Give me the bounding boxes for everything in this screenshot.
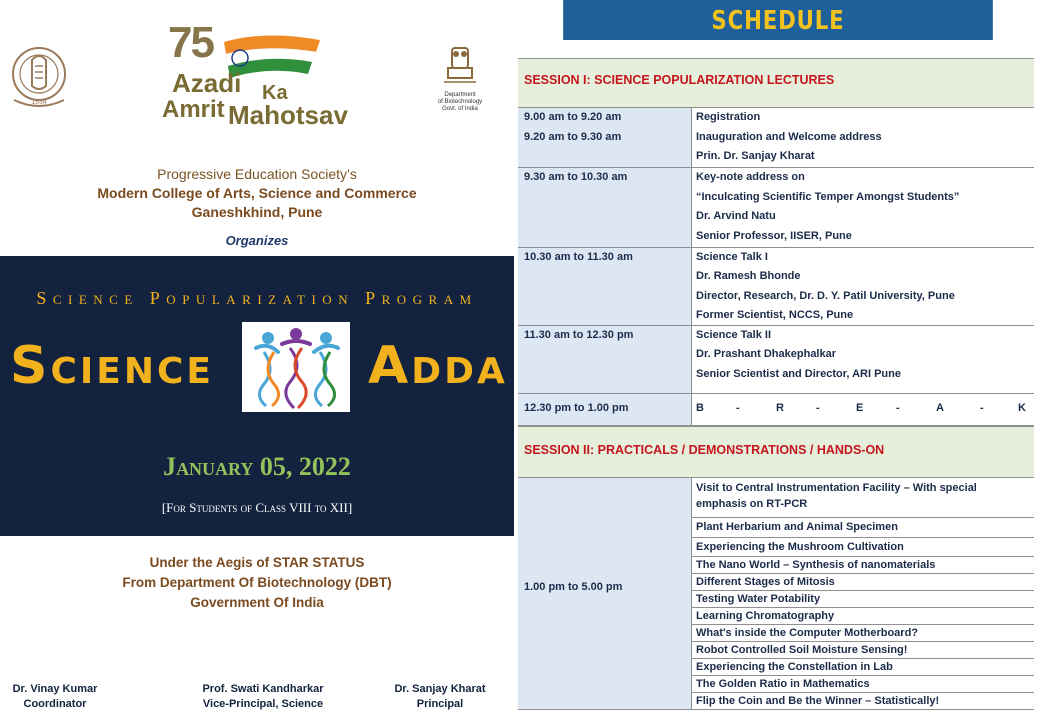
logo-azadi: Azadi: [172, 68, 242, 98]
break-letter: -: [816, 402, 820, 414]
break-letter: E: [856, 402, 864, 414]
description-text: “Inculcating Scientific Temper Amongst Students”: [696, 191, 960, 203]
time-text: 10.30 am to 11.30 am: [524, 251, 633, 263]
time-cell: [518, 394, 692, 425]
time-cell: [518, 168, 692, 247]
practical-text: Robot Controlled Soil Moisture Sensing!: [696, 644, 908, 656]
time-cell: [518, 326, 692, 393]
signatory-name: Dr. Vinay Kumar: [12, 683, 98, 695]
practical-text: What's inside the Computer Motherboard?: [696, 627, 919, 639]
practical-item: [692, 608, 1034, 625]
society-name: Progressive Education Society’s: [157, 166, 357, 182]
practical-text: Learning Chromatography: [696, 610, 835, 622]
title-adda: Adda: [368, 336, 508, 396]
time-text: 9.20 am to 9.30 am: [524, 131, 622, 143]
time-cell: [518, 108, 692, 167]
schedule-row: [518, 168, 1034, 248]
practical-item: [692, 642, 1034, 659]
signatory-role: Vice-Principal, Science: [202, 698, 324, 710]
practical-text: Testing Water Potability: [696, 593, 821, 605]
signatory-role: Coordinator: [23, 698, 87, 710]
svg-text:of Biotechnology: of Biotechnology: [437, 99, 483, 105]
practical-item: [692, 538, 1034, 557]
session-1-header: [518, 58, 1034, 108]
practical-item: [692, 518, 1034, 538]
college-place: Ganeshkhind, Pune: [191, 204, 323, 220]
signatory-role: Principal: [416, 698, 464, 710]
description-text: Senior Scientist and Director, ARI Pune: [696, 368, 901, 380]
poster-header: [0, 0, 514, 256]
program-banner: [0, 256, 514, 536]
practical-item: [692, 693, 1034, 710]
svg-text:Govt. of India: Govt. of India: [442, 106, 478, 112]
break-letter: A: [936, 402, 944, 414]
svg-text:1934: 1934: [31, 99, 47, 106]
break-letter: -: [980, 402, 984, 414]
description-cell: [692, 108, 1034, 167]
description-text: Director, Research, Dr. D. Y. Patil University, Pune: [696, 290, 955, 302]
session-1-title: SESSION I: SCIENCE POPULARIZATION LECTURES: [524, 73, 835, 87]
session-2-header: [518, 426, 1034, 478]
time-cell: [518, 478, 692, 710]
schedule-panel: [516, 0, 1040, 720]
break-row: [518, 394, 1034, 426]
program-name: Science Popularization Program: [36, 288, 478, 308]
event-date: January 05, 2022: [163, 452, 351, 481]
practical-text: Experiencing the Mushroom Cultivation: [696, 541, 904, 553]
description-cell: [692, 248, 1034, 325]
practical-item: [692, 676, 1034, 693]
practical-text: Experiencing the Constellation in Lab: [696, 661, 893, 673]
practical-text: Plant Herbarium and Animal Specimen: [696, 521, 898, 533]
title-science: Science: [10, 336, 214, 396]
description-text: Dr. Arvind Natu: [696, 210, 776, 222]
schedule-row: [518, 108, 1034, 168]
time-text: 12.30 pm to 1.00 pm: [524, 402, 629, 414]
description-text: Science Talk II: [696, 329, 772, 341]
description-text: Science Talk I: [696, 251, 768, 263]
practicals-list: [692, 478, 1034, 710]
practical-text: The Golden Ratio in Mathematics: [696, 678, 870, 690]
schedule-row: [518, 248, 1034, 326]
break-cell: [692, 394, 1034, 425]
logo-ka: Ka: [262, 82, 288, 104]
aegis-line-2: From Department Of Biotechnology (DBT): [122, 575, 392, 590]
college-name: Modern College of Arts, Science and Commerce: [97, 185, 417, 201]
practical-item: [692, 625, 1034, 642]
time-text: 9.30 am to 10.30 am: [524, 171, 628, 183]
practical-text: Flip the Coin and Be the Winner – Statistically!: [696, 695, 940, 707]
description-cell: [692, 168, 1034, 247]
schedule-header: SCHEDULE: [563, 0, 993, 40]
schedule-table: [518, 58, 1034, 710]
description-text: Prin. Dr. Sanjay Kharat: [696, 150, 815, 162]
logo-mahotsav: Mahotsav: [228, 100, 348, 130]
description-text: Dr. Prashant Dhakephalkar: [696, 348, 837, 360]
practical-text: The Nano World – Synthesis of nanomaterials: [696, 559, 936, 571]
aegis-line-1: Under the Aegis of STAR STATUS: [149, 555, 365, 570]
signatory-principal: [380, 682, 500, 712]
practical-text: Different Stages of Mitosis: [696, 576, 835, 588]
description-cell: [692, 326, 1034, 393]
logo-75: 75: [168, 18, 213, 67]
practical-item: [692, 591, 1034, 608]
break-letter: K: [1018, 402, 1026, 414]
practical-item: [692, 478, 1034, 518]
practicals-block: [518, 478, 1034, 710]
break-letter: B: [696, 402, 704, 414]
break-letter: R: [776, 402, 784, 414]
schedule-row: [518, 326, 1034, 394]
description-text: Dr. Ramesh Bhonde: [696, 270, 801, 282]
signatory-name: Dr. Sanjay Kharat: [394, 683, 486, 695]
dna-figures-logo: [242, 322, 350, 412]
break-letter: -: [896, 402, 900, 414]
signatory-coordinator: [0, 682, 110, 712]
aegis-line-3: Government Of India: [190, 595, 324, 610]
description-text: Senior Professor, IISER, Pune: [696, 230, 852, 242]
break-letter: -: [736, 402, 740, 414]
description-text: Registration: [696, 111, 761, 123]
signatory-vice-principal: [188, 682, 338, 712]
time-text: 1.00 pm to 5.00 pm: [524, 581, 623, 593]
practical-item: [692, 557, 1034, 574]
logo-amrit: Amrit: [162, 96, 225, 123]
event-poster: [0, 0, 514, 720]
audience-note: [For Students of Class VIII to XII]: [161, 500, 353, 515]
time-text: 11.30 am to 12.30 pm: [524, 329, 634, 341]
practical-item: [692, 574, 1034, 591]
description-text: Former Scientist, NCCS, Pune: [696, 309, 854, 321]
time-cell: [518, 248, 692, 325]
practical-text: Visit to Central Instrumentation Facility – With special: [696, 482, 977, 494]
practical-item: [692, 659, 1034, 676]
svg-text:Department: Department: [444, 92, 476, 98]
description-text: Inauguration and Welcome address: [696, 131, 882, 143]
dbt-emblem: [432, 42, 488, 118]
azadi-ka-amrit-mahotsav-logo: [160, 18, 366, 138]
time-text: 9.00 am to 9.20 am: [524, 111, 622, 123]
signatory-name: Prof. Swati Kandharkar: [202, 683, 324, 695]
college-logo: [8, 38, 70, 118]
practical-text: emphasis on RT-PCR: [696, 498, 808, 510]
session-2-title: SESSION II: PRACTICALS / DEMONSTRATIONS / HANDS-ON: [524, 443, 885, 457]
organizes-label: Organizes: [225, 233, 289, 248]
description-text: Key-note address on: [696, 171, 805, 183]
